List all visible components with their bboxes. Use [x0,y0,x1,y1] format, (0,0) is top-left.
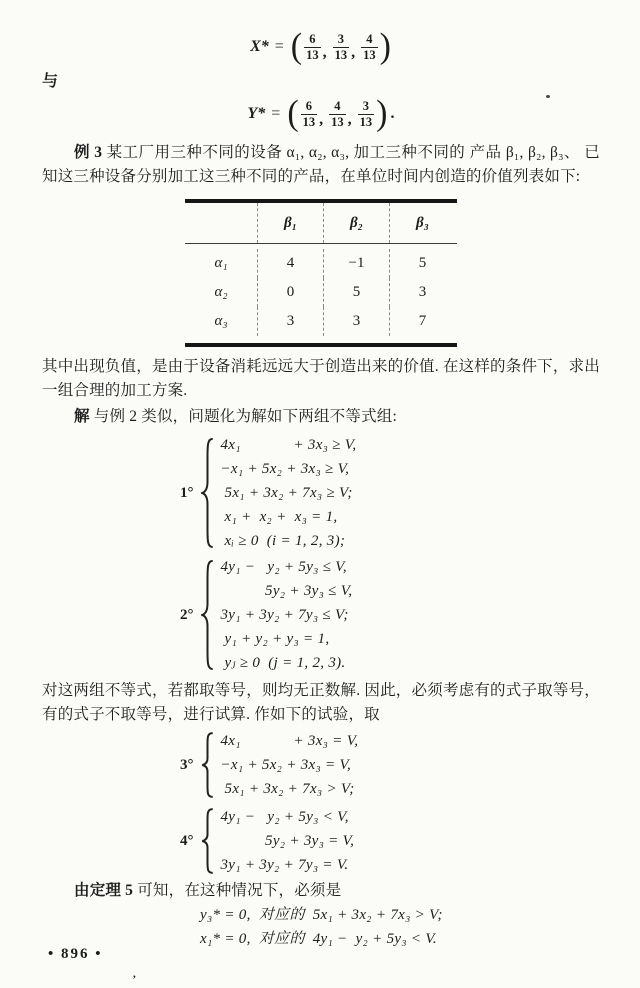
fraction [358,99,375,129]
solution-label: 解 [74,408,90,425]
equation: 5y₂ + 3y₃ ≤ V, [220,583,353,599]
ink-dot [546,95,550,98]
fraction-denominator: 13 [359,114,373,129]
fraction-numerator: 3 [337,32,344,47]
fraction [301,99,318,129]
equation: 3y₁ + 3y₂ + 7y₃ = V. [220,857,349,873]
equation: 4y₁ − y₂ + 5y₃ < V, [220,809,349,825]
left-brace [201,732,214,798]
table-col-header: β₁ [257,203,323,243]
table-header-row [185,203,457,244]
table-row [185,307,457,336]
paragraph-negative-note: 其中出现负值，是由于设备消耗远远大于创造出来的价值. 在这样的条件下，求出一组合理的加工方案. [42,358,600,399]
equation: 5x₁ + 3x₂ + 7x₃ > V; [220,781,355,797]
fraction-numerator: 6 [305,99,313,114]
left-brace [201,437,214,549]
equation: xᵢ ≥ 0 (i = 1, 2, 3); [220,533,346,549]
fraction-denominator: 13 [334,47,348,62]
equation: y₁ + y₂ + y₃ = 1, [220,631,330,647]
table-cell: 5 [323,278,389,307]
system-label: 1° [180,484,194,501]
fraction-numerator: 6 [309,32,316,47]
equation: 4x₁ + 3x₃ = V, [220,733,359,749]
fraction-numerator: 3 [362,99,370,114]
system-label: 2° [180,606,194,623]
equation: 5x₁ + 3x₂ + 7x₃ ≥ V; [220,485,353,501]
connector-word: 与 [42,73,59,90]
equation-system-2 [42,555,600,675]
paragraph-discussion: 对这两组不等式，若都取等号，则均无正数解. 因此，必须考虑有的式子取等号，有的式子不取等号，进行试算. 作如下的试验，取 [42,682,600,723]
comma: , [322,44,327,61]
theorem-label: 由定理 5 [74,882,134,899]
conclusion-line-2: x₁* = 0, 对应的 4y₁ − y₂ + 5y₃ < V. [200,931,437,947]
comma: , [319,111,324,128]
example-label: 例 3 [74,144,103,161]
table-cell: 3 [257,307,323,336]
fraction-denominator: 13 [302,114,316,129]
fraction [361,32,378,62]
fraction [329,99,346,129]
equation: 5y₂ + 3y₃ = V, [220,833,355,849]
formula-y-star-lhs: Y* [247,105,266,122]
value-table [185,199,457,347]
page-number: • 896 • [48,946,103,962]
equation: 3y₁ + 3y₂ + 7y₃ ≤ V; [220,607,349,623]
period: . [390,105,395,122]
solution-intro-text: 与例 2 类似，问题化为解如下两组不等式组: [89,408,397,425]
table-col-header: β₂ [323,203,389,243]
paragraph-problem-statement [42,141,600,189]
conclusion-line-1: y₃* = 0, 对应的 5x₁ + 3x₂ + 7x₃ > V; [200,907,443,923]
table-cell: 5 [389,249,455,278]
equation-system-4 [42,805,600,877]
table-cell: 4 [257,249,323,278]
table-cell: 0 [257,278,323,307]
theorem-text: 可知，在这种情况下，必须是 [133,882,342,899]
equation-system-1 [42,433,600,553]
fraction-denominator: 13 [306,47,319,62]
table-col-header: β₃ [389,203,455,243]
left-brace [201,808,214,874]
paragraph-solution-intro [42,405,600,429]
fraction [333,32,350,62]
fraction-numerator: 4 [334,99,341,114]
formula-x-star: X* = ( $\frac{6}{13}$ , $\frac{3}{13}$ , $\frac{4}{13}$ ) [250,27,391,66]
formula-y-star: Y* = ( $\frac{6}{13}$ , $\frac{4}{13}$ , $\frac{3}{13}$ ) . [247,94,395,133]
equation: −x₁ + 5x₂ + 3x₃ = V, [220,757,352,773]
paragraph-theorem [42,879,600,903]
formula-x-star-lhs: X* [250,38,269,55]
table-cell: 3 [323,307,389,336]
table-cell: 3 [389,278,455,307]
equation-system-3 [42,729,600,801]
fraction [304,32,321,62]
equals-sign: = [271,105,281,122]
equals-sign: = [274,38,284,55]
row-label: α₂ [214,284,228,300]
ink-speck: , [133,968,136,980]
comma: , [351,44,356,61]
table-cell: −1 [323,249,389,278]
comma: , [347,111,352,128]
fraction-denominator: 13 [331,114,344,129]
system-label: 3° [180,756,194,773]
table-cell: 7 [389,307,455,336]
fraction-numerator: 4 [366,32,373,47]
table-corner-cell [185,203,257,243]
row-label: α₁ [214,255,228,271]
equation: 4y₁ − y₂ + 5y₃ ≤ V, [220,559,347,575]
equation: 4x₁ + 3x₃ ≥ V, [220,437,357,453]
equation: x₁ + x₂ + x₃ = 1, [220,509,338,525]
equation: yⱼ ≥ 0 (j = 1, 2, 3). [220,655,346,671]
equation: −x₁ + 5x₂ + 3x₃ ≥ V, [220,461,350,477]
row-label: α₃ [214,313,228,329]
table-row [185,278,457,307]
fraction-denominator: 13 [363,47,376,62]
table-row [185,249,457,278]
system-label: 4° [180,832,194,849]
example-text: 某工厂用三种不同的设备 α₁, α₂, α₃, 加工三种不同的 产品 β₁, β₂, β₃、 已知这三种设备分别加工这三种不同的产品，在单位时间内创造的价值列表如下: [42,144,600,185]
left-brace [201,559,214,671]
